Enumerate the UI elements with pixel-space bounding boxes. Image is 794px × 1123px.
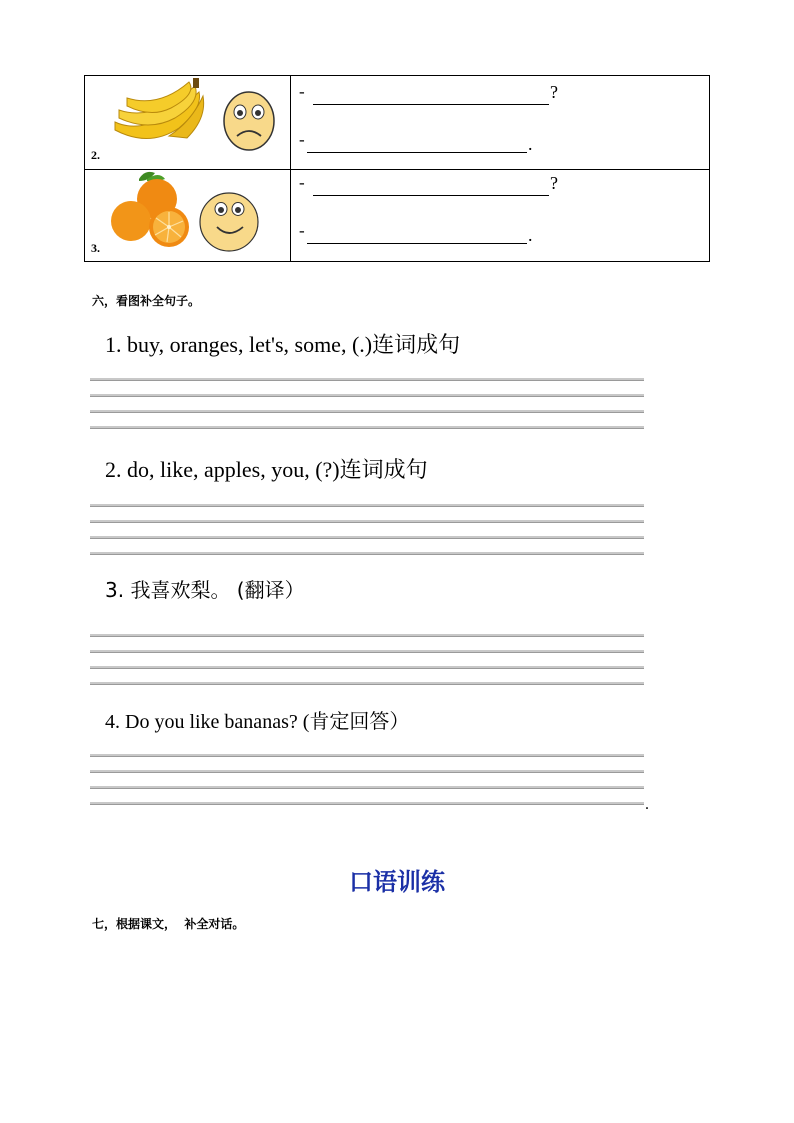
sad-face-icon bbox=[221, 90, 277, 152]
dash: - bbox=[299, 82, 305, 101]
question-3: 3. 我喜欢梨。 (翻译） bbox=[105, 578, 305, 602]
answer-cell bbox=[291, 76, 709, 169]
question-1 bbox=[105, 328, 460, 359]
table-row bbox=[85, 169, 709, 262]
section-6-title: 六，看图补全句子。 bbox=[92, 294, 201, 308]
answer-blank[interactable] bbox=[307, 152, 527, 153]
question-2-text: 2. do, like, apples, you, (?) bbox=[105, 457, 340, 482]
dash: - bbox=[299, 221, 305, 240]
question-4-instruction: 肯定回答） bbox=[309, 709, 410, 733]
exercise-table bbox=[84, 75, 710, 262]
period: . bbox=[528, 225, 533, 245]
happy-face-icon bbox=[197, 191, 261, 253]
item-number: 2. bbox=[91, 148, 100, 162]
answer-blank[interactable] bbox=[307, 243, 527, 244]
answer-cell bbox=[291, 169, 709, 262]
section-7-title: 七，根据课文， 补全对话。 bbox=[92, 917, 245, 931]
answer-blank[interactable] bbox=[313, 195, 549, 196]
question-mark: ? bbox=[550, 82, 558, 102]
picture-cell bbox=[85, 169, 291, 262]
dash: - bbox=[299, 130, 305, 149]
question-mark: ? bbox=[550, 173, 558, 193]
table-row bbox=[85, 76, 709, 170]
question-4 bbox=[105, 705, 409, 734]
orange-icon bbox=[109, 169, 193, 253]
dash: - bbox=[299, 173, 305, 192]
period: . bbox=[528, 134, 533, 154]
answer-blank[interactable] bbox=[313, 104, 549, 105]
question-2-instruction: 连词成句 bbox=[339, 458, 428, 483]
question-1-text: 1. buy, oranges, let's, some, (.) bbox=[105, 332, 373, 357]
question-2 bbox=[105, 453, 428, 484]
item-number: 3. bbox=[91, 241, 100, 255]
question-1-instruction: 连词成句 bbox=[372, 333, 461, 358]
end-period: . bbox=[645, 796, 649, 813]
question-4-text: 4. Do you like bananas? ( bbox=[105, 711, 310, 733]
oral-training-heading: 口语训练 bbox=[349, 868, 445, 896]
picture-cell bbox=[85, 76, 291, 169]
banana-icon bbox=[109, 78, 209, 152]
